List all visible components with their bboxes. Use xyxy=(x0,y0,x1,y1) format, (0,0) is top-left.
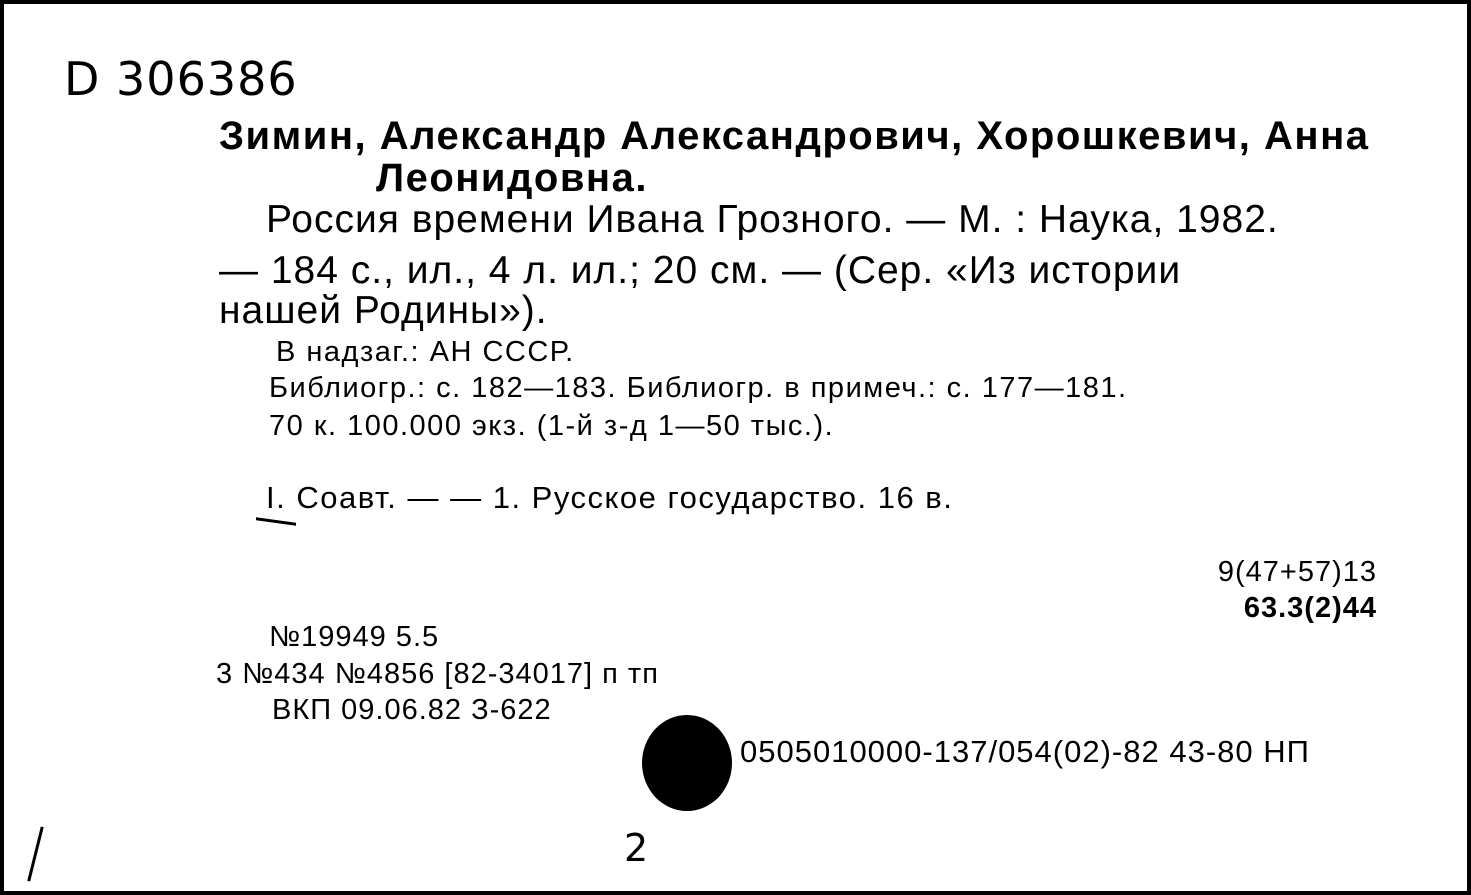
title-line-3: нашей Родины»). xyxy=(219,289,548,332)
note-price-print-run: 70 к. 100.000 экз. (1-й з-д 1—50 тыс.). xyxy=(269,410,835,442)
registration-line-1: №19949 5.5 xyxy=(269,621,440,653)
registration-line-2: 3 №434 №4856 [82-34017] п тп xyxy=(216,658,659,690)
handwritten-mark: 2 xyxy=(624,826,649,870)
isbn-code: 0505010000-137/054(02)-82 43-80 НП xyxy=(740,734,1310,769)
title-line-2: — 184 с., ил., 4 л. ил.; 20 см. — (Сер. «Из истории xyxy=(219,249,1182,292)
author-line-1: Зимин, Александр Александрович, Хорошкевич, Анна xyxy=(219,114,1370,158)
pen-stroke-mark xyxy=(27,826,43,881)
handwritten-catalog-number: D 306386 xyxy=(64,52,298,106)
note-bibliography: Библиогр.: с. 182—183. Библиогр. в примеч.: с. 177—181. xyxy=(269,372,1128,404)
punch-hole xyxy=(642,715,732,811)
registration-line-3: ВКП 09.06.82 З-622 xyxy=(272,694,552,726)
title-line-1: Россия времени Ивана Грозного. — М. : Наука, 1982. xyxy=(266,198,1279,241)
subject-tracings xyxy=(266,480,953,516)
tracings-text: I. Соавт. — — 1. Русское государство. 16 в. xyxy=(266,480,954,515)
author-line-2: Леонидовна. xyxy=(376,156,648,200)
classification-bbk: 63.3(2)44 xyxy=(1243,592,1377,624)
pen-underline xyxy=(256,513,296,526)
note-header: В надзаг.: АН СССР. xyxy=(276,336,575,368)
classification-udc: 9(47+57)13 xyxy=(1217,556,1377,588)
